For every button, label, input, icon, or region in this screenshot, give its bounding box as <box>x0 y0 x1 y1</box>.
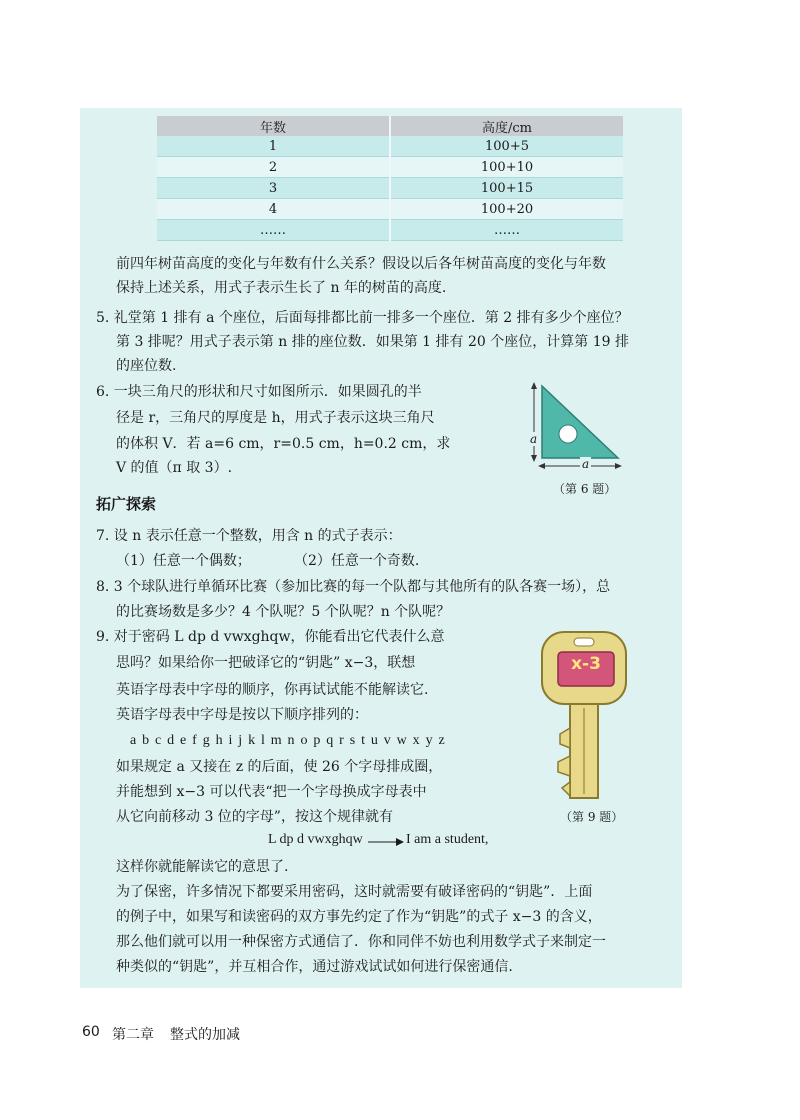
question-9-line8: 这样你就能解读它的意思了. <box>116 859 289 875</box>
question-9-line2: 思吗？如果给你一把破译它的“钥匙” x−3，联想 <box>116 655 416 671</box>
cipher-text: L dp d vwxghqw <box>268 832 363 847</box>
key-tooth <box>562 782 570 796</box>
question-9-line4: 英语字母表中字母是按以下顺序排列的： <box>116 707 368 723</box>
question-9-line7: 从它向前移动 3 位的字母”，按这个规律就有 <box>116 809 393 825</box>
table-row <box>157 199 623 220</box>
tree-paragraph-line1: 前四年树苗高度的变化与年数有什么关系？假设以后各年树苗高度的变化与年数 <box>116 256 606 272</box>
arrow-head-icon <box>615 463 622 469</box>
round-hole <box>559 425 577 443</box>
chapter-number: 第二章 <box>112 1027 154 1043</box>
table-cell: …… <box>390 220 623 241</box>
table-cell: 100+20 <box>390 199 623 220</box>
key-tooth <box>560 728 570 748</box>
table-header-height: 高度/cm <box>390 116 623 136</box>
fig9-caption: （第 9 题） <box>560 810 624 824</box>
question-6-line3: 的体积 V．若 a=6 cm，r=0.5 cm，h=0.2 cm，求 <box>116 436 451 452</box>
table-cell: 2 <box>157 157 390 178</box>
section-title: 拓广探索 <box>96 495 157 513</box>
height-table <box>157 116 623 241</box>
table-header-row <box>157 116 623 136</box>
fig6-label-bottom: a <box>582 457 590 471</box>
table-cell: 100+15 <box>390 178 623 199</box>
table-header-years: 年数 <box>157 116 390 136</box>
table-cell: 1 <box>157 136 390 157</box>
table-cell: 4 <box>157 199 390 220</box>
question-7-option2: （2）任意一个奇数. <box>294 553 420 569</box>
question-9-line5: 如果规定 a 又接在 z 的后面，使 26 个字母排成圈， <box>116 759 443 775</box>
page-number: 60 <box>82 1024 100 1040</box>
question-8-line2: 的比赛场数是多少？4 个队呢？5 个队呢？n 个队呢？ <box>116 604 451 620</box>
question-9-line6: 并能想到 x−3 可以代表“把一个字母换成字母表中 <box>116 784 427 800</box>
tree-paragraph-line2: 保持上述关系，用式子表示生长了 n 年的树苗的高度. <box>116 280 447 296</box>
arrow-head-icon <box>531 455 537 462</box>
table-cell: 100+10 <box>390 157 623 178</box>
fig6-label-side: a <box>530 432 538 446</box>
closing-line1: 为了保密，许多情况下都要采用密码，这时就需要有破译密码的“钥匙”．上面 <box>116 884 593 900</box>
key-tooth <box>558 756 570 776</box>
question-7-option1: （1）任意一个偶数； <box>116 553 251 569</box>
question-8-line1: 8. 3 个球队进行单循环比赛（参加比赛的每一个队都与其他所有的队各赛一场），总 <box>96 579 611 595</box>
closing-line4: 种类似的“钥匙”，并互相合作，通过游戏试试如何进行保密通信. <box>116 959 513 975</box>
closing-line3: 那么他们就可以用一种保密方式通信了．你和同伴不妨也利用数学式子来制定一 <box>116 934 606 950</box>
table-row <box>157 178 623 199</box>
table-row <box>157 220 623 241</box>
arrow-head-icon <box>531 382 537 389</box>
table-cell: 100+5 <box>390 136 623 157</box>
question-6-line1: 6. 一块三角尺的形状和尺寸如图所示．如果圆孔的半 <box>96 384 422 400</box>
question-5-line3: 的座位数. <box>116 358 177 374</box>
question-5-line2: 第 3 排呢？用式子表示第 n 排的座位数．如果第 1 排有 20 个座位，计算第 19 排 <box>116 334 629 350</box>
chapter-title: 整式的加减 <box>170 1027 240 1043</box>
key-hole <box>574 638 594 646</box>
table-row <box>157 136 623 157</box>
question-6-line2: 径是 r，三角尺的厚度是 h，用式子表示这块三角尺 <box>116 410 435 426</box>
key-label: x-3 <box>571 654 601 674</box>
question-5-line1: 5. 礼堂第 1 排有 a 个座位，后面每排都比前一排多一个座位．第 2 排有多少个座位？ <box>96 310 629 326</box>
table-row <box>157 157 623 178</box>
question-9-line3: 英语字母表中字母的顺序，你再试试能不能解读它. <box>116 682 429 698</box>
table-cell: 3 <box>157 178 390 199</box>
closing-line2: 的例子中，如果写和读密码的双方事先约定了作为“钥匙”的式子 x−3 的含义， <box>116 909 602 925</box>
triangle-shape <box>542 386 618 458</box>
arrow-head-icon <box>538 463 545 469</box>
fig6-caption: （第 6 题） <box>553 482 617 496</box>
table-cell: …… <box>157 220 390 241</box>
question-9-line1: 9. 对于密码 L dp d vwxghqw，你能看出它代表什么意 <box>96 629 445 645</box>
question-6-line4: V 的值（π 取 3）. <box>116 460 233 476</box>
plain-text: I am a student, <box>406 832 489 847</box>
question-7-line1: 7. 设 n 表示任意一个整数，用含 n 的式子表示： <box>96 528 402 544</box>
right-arrow-icon <box>368 836 404 848</box>
alphabet-sequence: a b c d e f g h i j k l m n o p q r s t u v w x y z <box>130 733 446 748</box>
